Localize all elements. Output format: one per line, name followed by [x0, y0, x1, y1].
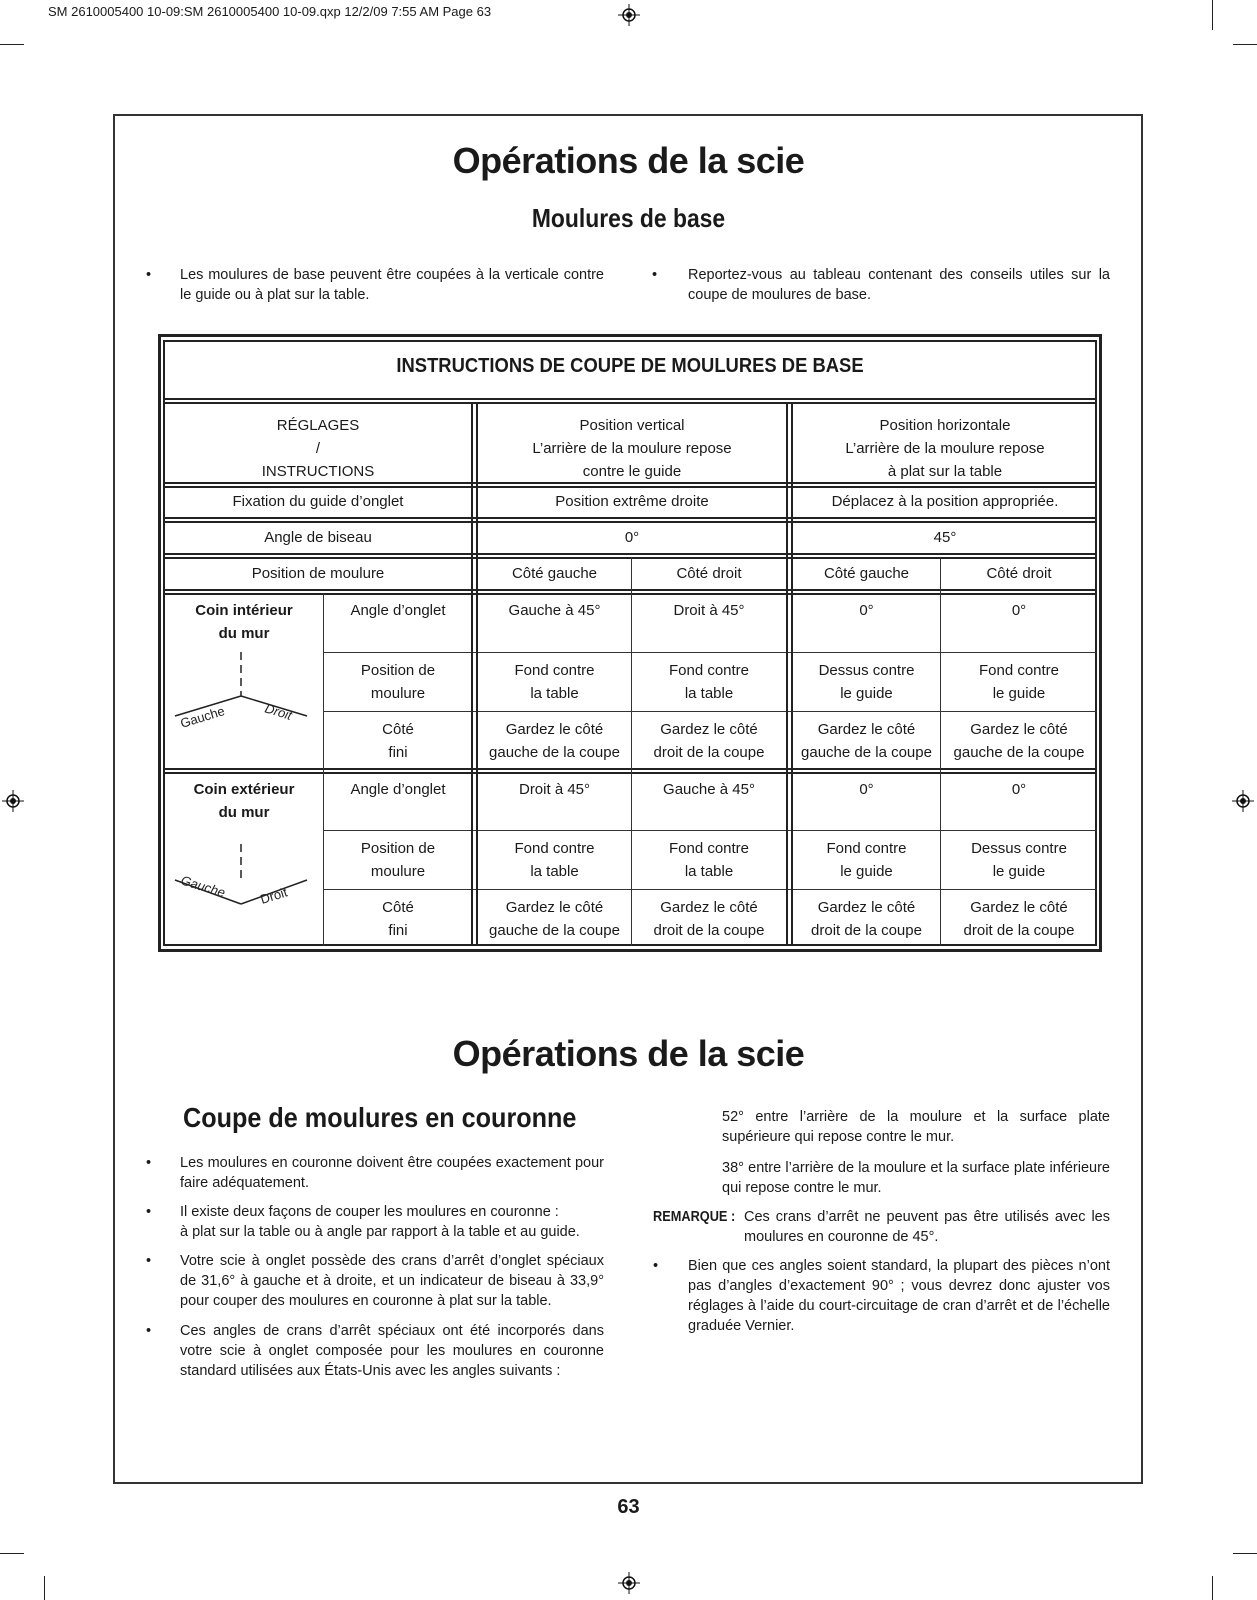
- table-cell: Côté droit: [986, 565, 1052, 582]
- table-cell: Fond contre la table: [514, 840, 595, 880]
- bullet-icon: •: [652, 267, 658, 283]
- crop-mark: [0, 1553, 24, 1554]
- bullet-text: Bien que ces angles soient standard, la plupart des pièces n’ont pas d’angles d’exactement 90° ; vous devrez donc ajuster vos réglages à l’aide du court-circuitage de cran d’arrêt et de l’échelle graduée Vernier.: [688, 1258, 1110, 1334]
- registration-mark-icon: [618, 4, 640, 26]
- row-label: Position de moulure: [360, 840, 436, 880]
- table-cell: Gardez le côté gauche de la coupe: [489, 899, 620, 939]
- table-cell: 0°: [1011, 602, 1027, 619]
- angle-text: 38° entre l’arrière de la moulure et la surface plate inférieure qui repose contre le mur.: [722, 1160, 1110, 1196]
- crop-mark: [44, 1576, 45, 1600]
- row-label: Côté fini: [382, 899, 414, 939]
- header-vertical: Position vertical L’arrière de la moulure repose contre le guide: [532, 417, 732, 480]
- bullet-text: Les moulures en couronne doivent être coupées exactement pour faire adéquatement.: [180, 1155, 604, 1191]
- table-cell: Gardez le côté gauche de la coupe: [953, 721, 1085, 761]
- crop-mark: [0, 44, 24, 45]
- angle-text: 52° entre l’arrière de la moulure et la surface plate supérieure qui repose contre le mur.: [722, 1109, 1110, 1145]
- table-cell: Fond contre le guide: [978, 662, 1060, 702]
- row-label: Fixation du guide d’onglet: [232, 493, 404, 510]
- bullet-icon: •: [653, 1258, 659, 1274]
- diagram-right-label: Droit: [263, 700, 294, 723]
- bullet-icon: •: [146, 1323, 152, 1339]
- table-cell: Gardez le côté droit de la coupe: [963, 899, 1075, 939]
- table-cell: 0°: [624, 529, 640, 546]
- note-text: Ces crans d’arrêt ne peuvent pas être utilisés avec les moulures en couronne de 45°.: [744, 1209, 1110, 1245]
- inside-corner-diagram: [172, 650, 322, 768]
- table-cell: 0°: [859, 602, 874, 619]
- table-cell: Fond contre la table: [668, 840, 750, 880]
- inside-corner-label: Coin intérieur du mur: [195, 602, 293, 642]
- bullet-text: Votre scie à onglet possède des crans d’arrêt d’onglet spéciaux de 31,6° à gauche et à droite, et un indicateur de biseau à 33,9° pour couper des moulures en couronne à plat sur la table.: [180, 1253, 604, 1309]
- bullet-icon: •: [146, 1204, 152, 1220]
- row-label: Position de moulure: [360, 662, 436, 702]
- diagram-left-label: Gauche: [179, 872, 228, 901]
- table-cell: Côté droit: [676, 565, 742, 582]
- row-label: Angle d’onglet: [350, 602, 446, 619]
- print-slug: SM 2610005400 10-09:SM 2610005400 10-09.qxp 12/2/09 7:55 AM Page 63: [48, 4, 492, 19]
- row-label: Angle de biseau: [264, 529, 372, 546]
- note-label: REMARQUE :: [653, 1209, 736, 1225]
- bullet-icon: •: [146, 267, 152, 283]
- crop-mark: [1212, 1576, 1213, 1600]
- outside-corner-diagram: [172, 840, 322, 944]
- table-cell: Gardez le côté gauche de la coupe: [801, 721, 932, 761]
- table-cell: 0°: [1011, 781, 1027, 798]
- table-cell: Gauche à 45°: [663, 781, 755, 798]
- table-cell: 45°: [933, 529, 957, 546]
- diagram-right-label: Droit: [258, 884, 290, 907]
- bullet-text: Les moulures de base peuvent être coupées à la verticale contre le guide ou à plat sur la table.: [180, 267, 604, 303]
- table-cell: Côté gauche: [511, 565, 598, 582]
- bullet-icon: •: [146, 1253, 152, 1269]
- table-cell: Fond contre la table: [668, 662, 750, 702]
- table-cell: Dessus contre le guide: [818, 662, 915, 702]
- crop-mark: [1233, 1553, 1257, 1554]
- bullet-icon: •: [146, 1155, 152, 1171]
- header-settings: RÉGLAGES / INSTRUCTIONS: [261, 417, 375, 480]
- bullet-text: Reportez-vous au tableau contenant des conseils utiles sur la coupe de moulures de base.: [688, 267, 1110, 303]
- row-label: Angle d’onglet: [350, 781, 446, 798]
- bullet-text: Il existe deux façons de couper les moulures en couronne : à plat sur la table ou à angle par rapport à la table et au guide.: [180, 1204, 580, 1240]
- table-cell: Gardez le côté gauche de la coupe: [489, 721, 620, 761]
- section-subtitle: Coupe de moulures en couronne: [183, 1102, 577, 1133]
- section-subtitle: Moulures de base: [531, 203, 726, 233]
- table-title: INSTRUCTIONS DE COUPE DE MOULURES DE BASE: [396, 355, 864, 377]
- table-cell: Gardez le côté droit de la coupe: [811, 899, 922, 939]
- row-label: Côté fini: [382, 721, 414, 761]
- bullet-text: Ces angles de crans d’arrêt spéciaux ont été incorporés dans votre scie à onglet composée pour les moulures en couronne standard utilisées aux États-Unis avec les angles suivants :: [180, 1323, 604, 1379]
- page-number: 63: [617, 1496, 640, 1518]
- section-title: Opérations de la scie: [452, 1033, 805, 1074]
- table-cell: Dessus contre le guide: [971, 840, 1067, 880]
- registration-mark-icon: [1232, 790, 1254, 812]
- table-cell: Gardez le côté droit de la coupe: [653, 899, 765, 939]
- section-title: Opérations de la scie: [452, 140, 805, 181]
- outside-corner-label: Coin extérieur du mur: [193, 781, 295, 821]
- crop-mark: [1212, 0, 1213, 30]
- table-cell: Gardez le côté droit de la coupe: [653, 721, 765, 761]
- registration-mark-icon: [618, 1572, 640, 1594]
- table-cell: Côté gauche: [823, 565, 910, 582]
- crop-mark: [1233, 44, 1257, 45]
- diagram-left-label: Gauche: [178, 703, 227, 731]
- table-cell: Droit à 45°: [673, 602, 745, 619]
- table-cell: Déplacez à la position appropriée.: [831, 493, 1059, 510]
- table-cell: Fond contre le guide: [826, 840, 907, 880]
- table-cell: Fond contre la table: [514, 662, 595, 702]
- row-label: Position de moulure: [251, 565, 385, 582]
- registration-mark-icon: [2, 790, 24, 812]
- header-horizontal: Position horizontale L’arrière de la moulure repose à plat sur la table: [845, 417, 1045, 480]
- table-cell: Droit à 45°: [518, 781, 591, 798]
- table-cell: 0°: [859, 781, 874, 798]
- table-cell: Position extrême droite: [555, 493, 709, 510]
- table-cell: Gauche à 45°: [508, 602, 601, 619]
